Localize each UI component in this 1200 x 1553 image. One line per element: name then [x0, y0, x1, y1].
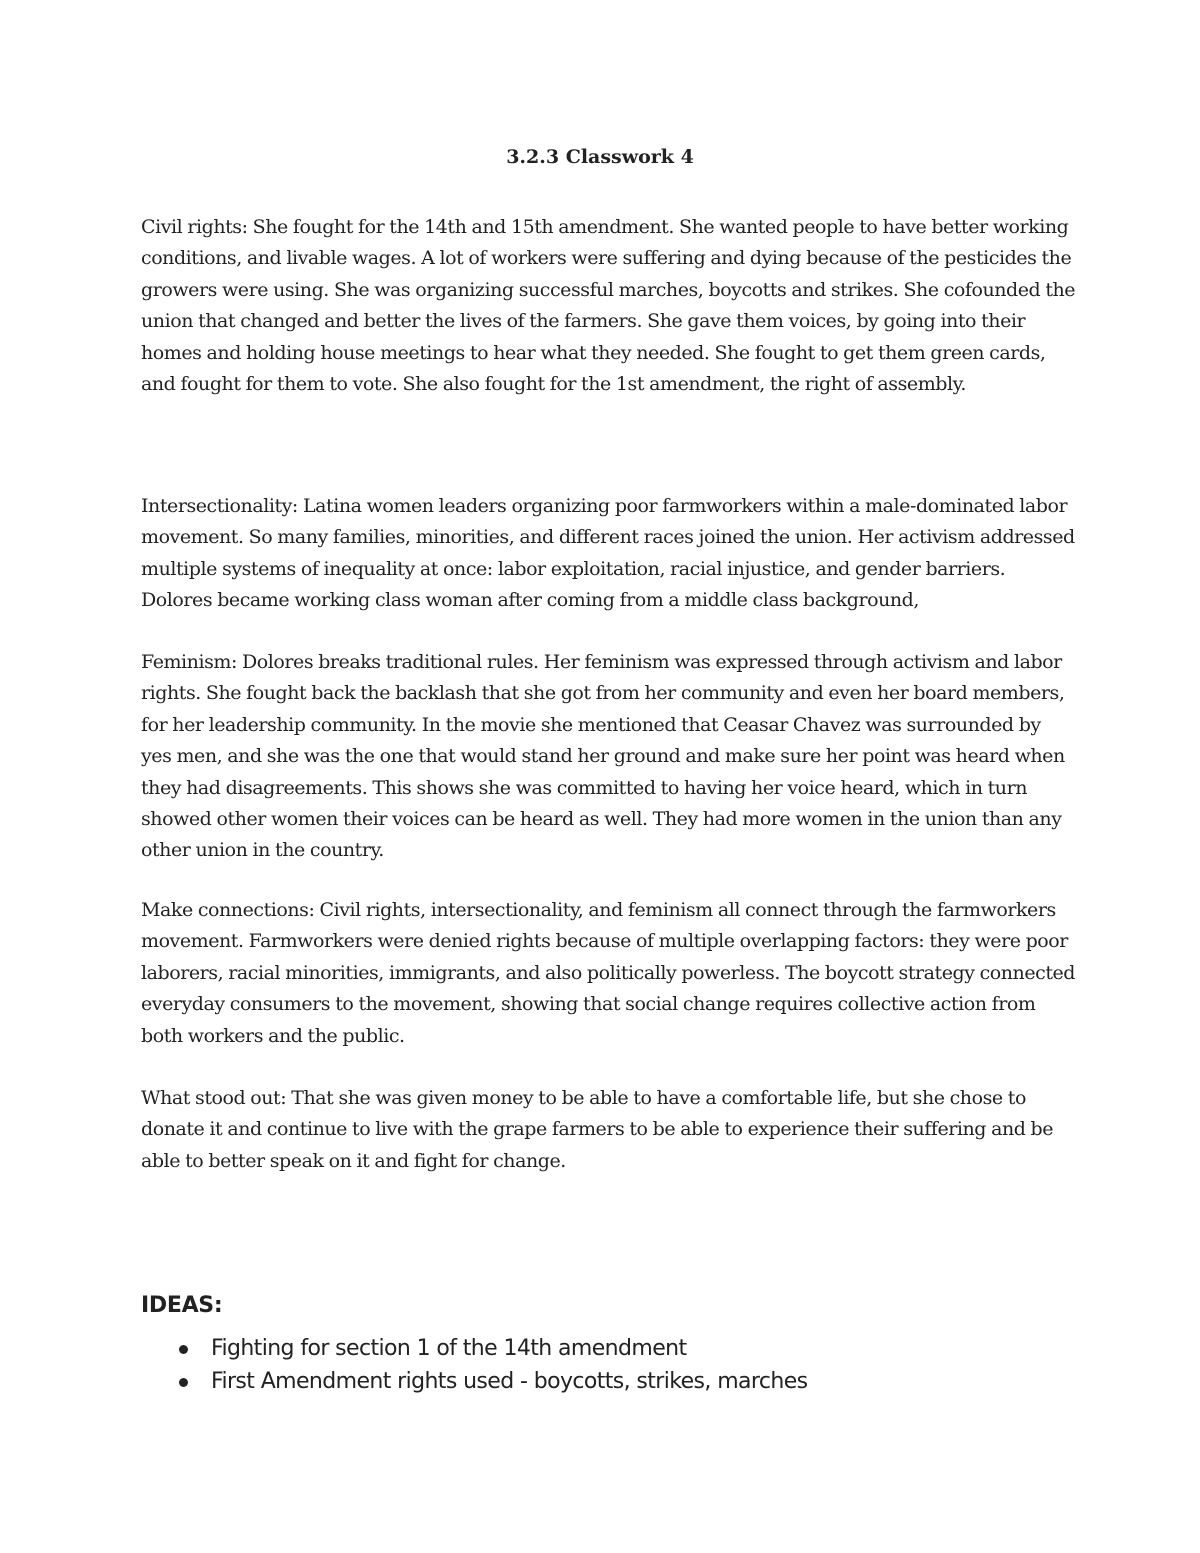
- list-item: [141, 1365, 1041, 1398]
- paragraph-civil-rights: Civil rights: She fought for the 14th and 15th amendment. She wanted people to have better working conditions, and livable wages. A lot of workers were suffering and dying because of the pesticides the growers were using. She was organizing successful marches, boycotts and strikes. She cofounded the union that changed and better the lives of the farmers. She gave them voices, by going into their homes and holding house meetings to hear what they needed. She fought to get them green cards, and fought for them to vote. She also fought for the 1st amendment, the right of assembly.: [141, 216, 1076, 396]
- list-item-text: Fighting for section 1 of the 14th amendment: [211, 1336, 687, 1361]
- document-title: 3.2.3 Classwork 4: [506, 146, 694, 168]
- ideas-heading: IDEAS:: [141, 1293, 223, 1318]
- paragraph-intersectionality: Intersectionality: Latina women leaders organizing poor farmworkers within a male-dominated labor movement. So many families, minorities, and different races joined the union. Her activism addressed multiple systems of inequality at once: labor exploitation, racial injustice, and gender barriers. Dolores became working class woman after coming from a middle class background,: [141, 495, 1075, 612]
- bullet-icon: [179, 1378, 188, 1387]
- list-item: [141, 1332, 1041, 1365]
- ideas-list: [141, 1332, 1041, 1398]
- bullet-icon: [179, 1345, 188, 1354]
- paragraph-feminism: Feminism: Dolores breaks traditional rules. Her feminism was expressed through activism and labor rights. She fought back the backlash that she got from her community and even her board members, for her leadership community. In the movie she mentioned that Ceasar Chavez was surrounded by yes men, and she was the one that would stand her ground and make sure her point was heard when they had disagreements. This shows she was committed to having her voice heard, which in turn showed other women their voices can be heard as well. They had more women in the union than any other union in the country.: [141, 651, 1065, 862]
- paragraph-make-connections: Make connections: Civil rights, intersectionality, and feminism all connect through the farmworkers movement. Farmworkers were denied rights because of multiple overlapping factors: they were poor laborers, racial minorities, immigrants, and also politically powerless. The boycott strategy connected everyday consumers to the movement, showing that social change requires collective action from both workers and the public.: [141, 899, 1076, 1047]
- paragraph-what-stood-out: What stood out: That she was given money to be able to have a comfortable life, but she chose to donate it and continue to live with the grape farmers to be able to experience their suffering and be able to better speak on it and fight for change.: [141, 1087, 1054, 1172]
- list-item-text: First Amendment rights used - boycotts, strikes, marches: [211, 1369, 808, 1394]
